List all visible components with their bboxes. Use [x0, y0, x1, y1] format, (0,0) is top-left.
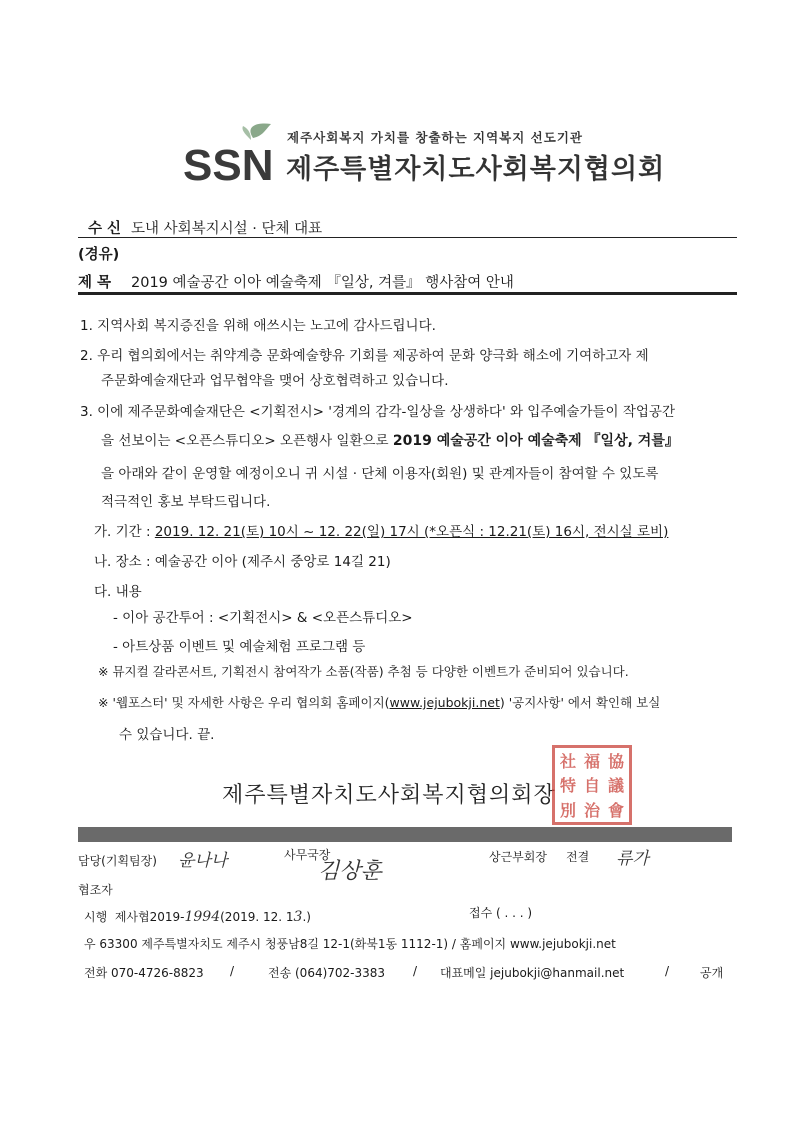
fax: 전송 (064)702-3383: [268, 966, 386, 980]
via-label: (경유): [78, 247, 120, 263]
paragraph-3-line-3: 을 아래와 같이 운영할 예정이오니 귀 시설 · 단체 이용자(회원) 및 관계자들이 참여할 수 있도록: [101, 466, 659, 482]
period-value: 2019. 12. 21(토) 10시 ~ 12. 22(일) 17시 (*오픈식 : 12.21(토) 16시, 전시실 로비): [154, 524, 669, 540]
period-row: 가. 기간 : 2019. 12. 21(토) 10시 ~ 12. 22(일) 17시 (*오픈식 : 12.21(토) 16시, 전시실 로비): [94, 524, 669, 540]
subject: 2019 예술공간 이아 예술축제 『일상, 겨를』 행사참여 안내: [131, 275, 514, 291]
email: 대표메일 jejubokji@hanmail.net: [440, 966, 625, 980]
divider: [78, 237, 737, 238]
footer-bar: [78, 827, 732, 842]
staff-label: 담당(기획팀장): [78, 854, 157, 868]
org-name: 제주특별자치도사회복지협의회: [286, 154, 666, 185]
paragraph-2-line-1: 2. 우리 협의회에서는 취약계층 문화예술향유 기회를 제공하여 문화 양극화 해소에 기여하고자 제: [80, 348, 649, 364]
place-value: 예술공간 이아 (제주시 중앙로 14길 21): [154, 554, 391, 570]
address: 우 63300 제주특별자치도 제주시 청풍남8길 12-1(화북1동 1112-1) / 홈페이지 www.jejubokji.net: [84, 937, 616, 951]
content-item-2: - 아트상품 이벤트 및 예술체험 프로그램 등: [113, 639, 366, 655]
staff-signature: 윤나나: [178, 851, 228, 871]
receipt: 접수 ( . . . ): [469, 906, 533, 920]
ssn-logo: [183, 120, 283, 184]
director-signature: 김상훈: [318, 859, 382, 884]
content-item-1: - 이아 공간투어 : <기획전시> & <오픈스튜디오>: [113, 610, 413, 626]
vp-signature: 류가: [616, 849, 649, 869]
divider-thick: [78, 292, 737, 295]
disclosure: 공개: [700, 966, 724, 980]
paragraph-3-line-4: 적극적인 홍보 부탁드립니다.: [101, 494, 271, 510]
place-row: 나. 장소 : 예술공간 이아 (제주시 중앙로 14길 21): [94, 554, 391, 570]
recipient: 도내 사회복지시설 · 단체 대표: [131, 221, 323, 237]
paragraph-2-line-2: 주문화예술재단과 업무협약을 맺어 상호협력하고 있습니다.: [101, 373, 449, 389]
director-label: 사무국장: [284, 848, 331, 862]
exec-row: 시행 제사협2019-1994(2019. 12. 13.): [84, 909, 311, 925]
note-2: ※ '웹포스터' 및 자세한 사항은 우리 협의회 홈페이지(www.jejubokji.net) '공지사항' 에서 확인해 보실: [98, 695, 661, 710]
content-label: 다. 내용: [94, 584, 142, 600]
leaf-icon: [250, 124, 271, 138]
note-1: ※ 뮤지컬 갈라콘서트, 기획전시 참여작가 소품(작품) 추첨 등 다양한 이벤트가 준비되어 있습니다.: [98, 664, 629, 679]
paragraph-3-line-2: 을 선보이는 <오픈스튜디오> 오픈행사 일환으로 2019 예술공간 이아 예술축제 『일상, 겨를』: [101, 433, 679, 449]
official-seal: 社 福 協 特 自 議 別 治 會: [552, 745, 632, 825]
festival-name: 2019 예술공간 이아 예술축제 『일상, 겨를』: [392, 433, 679, 449]
coop-label: 협조자: [78, 883, 113, 897]
vp-mark: 전결: [566, 850, 590, 864]
logo-text: SSN: [183, 141, 274, 184]
recipient-label: 수 신: [88, 221, 122, 237]
paragraph-1: 1. 지역사회 복지증진을 위해 애쓰시는 노고에 감사드립니다.: [80, 318, 436, 334]
sender-name: 제주특별자치도사회복지협의회장: [222, 783, 556, 808]
homepage-link[interactable]: www.jejubokji.net: [389, 695, 500, 710]
vp-label: 상근부회장: [489, 850, 547, 864]
paragraph-3-line-1: 3. 이에 제주문화예술재단은 <기획전시> '경계의 감각-일상을 상생하다' 와 입주예술가들이 작업공간: [80, 404, 676, 420]
subject-label: 제 목: [78, 275, 112, 291]
phone: 전화 070-4726-8823: [84, 966, 204, 980]
note-2-line-2: 수 있습니다. 끝.: [119, 727, 215, 743]
slogan: 제주사회복지 가치를 창출하는 지역복지 선도기관: [287, 130, 583, 145]
